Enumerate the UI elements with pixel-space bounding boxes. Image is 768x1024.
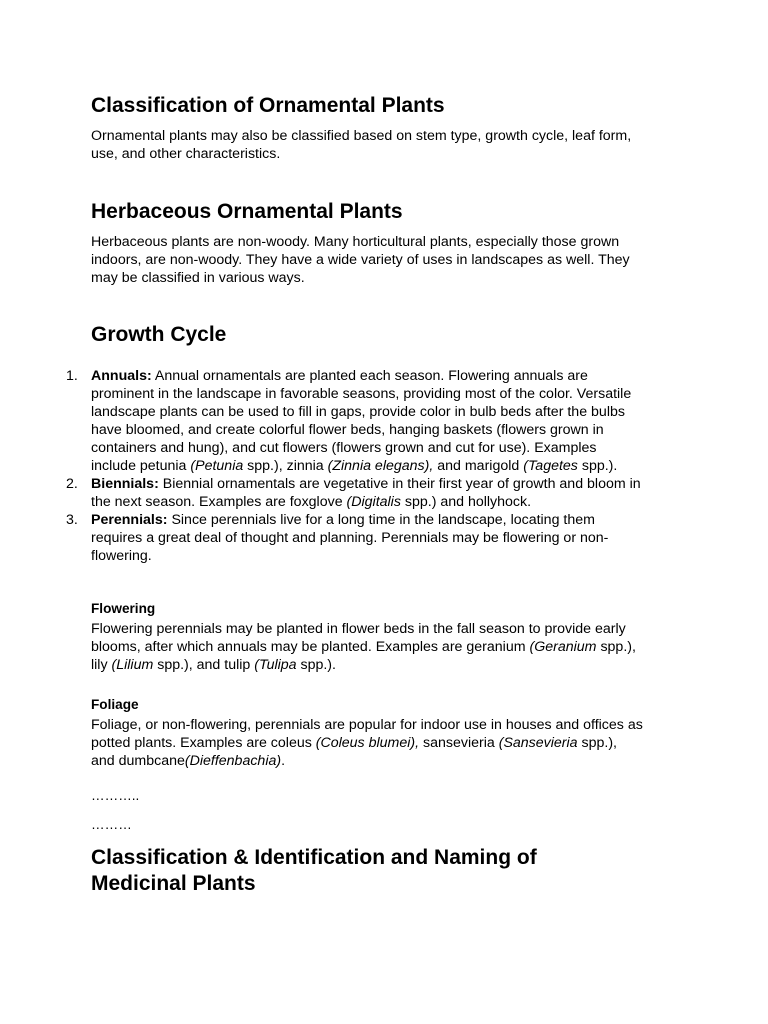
subheading-foliage: Foliage [91,697,139,712]
list-number: 1. [66,368,78,384]
species-name: (Tagetes [523,458,578,474]
species-name: (Petunia [190,458,244,474]
heading-line: Medicinal Plants [91,872,256,895]
text-line: flowering. [91,548,152,564]
species-name: (Coleus blumei), [315,735,420,752]
list-item-biennials [0,475,768,511]
text-segment: sansevieria [419,735,499,752]
species-name: (Zinnia elegans), [327,458,434,474]
text-line: Flowering perennials may be planted in flower beds in the fall season to provide early [91,621,626,637]
list-number: 3. [66,512,78,528]
text-segment: spp.), [596,639,636,656]
text-line: containers and hung), and cut flowers (flowers grown and cut for use). Examples [91,440,597,456]
text-line: landscape plants can be used to fill in gaps, provide color in bulb beds after the bulbs [91,404,625,420]
species-name: (Tulipa [254,657,297,674]
text-segment: Annual ornamentals are planted each season. Flowering annuals are [151,368,588,384]
list-item-annuals [0,367,768,475]
text-segment: Since perennials live for a long time in the landscape, locating them [167,512,595,528]
species-name: (Digitalis [346,494,401,510]
paragraph-foliage [91,716,691,770]
text-line: requires a great deal of thought and planning. Perennials may be flowering or non- [91,530,609,546]
heading-growth-cycle: Growth Cycle [91,323,227,346]
text-segment: the next season. Examples are foxglove [91,494,347,510]
paragraph-classification [91,127,691,163]
species-name: (Lilium [111,657,154,674]
text-line: Herbaceous plants are non-woody. Many horticultural plants, especially those grown [91,234,620,250]
paragraph-flowering [91,620,691,674]
paragraph-herbaceous [91,233,691,287]
text-line: use, and other characteristics. [91,146,281,163]
text-segment: Biennial ornamentals are vegetative in their first year of growth and bloom in [158,476,641,492]
text-segment: spp.) and hollyhock. [400,494,532,510]
term-annuals: Annuals: [91,368,152,384]
species-name: (Sansevieria [498,735,578,752]
text-segment: spp.), zinnia [243,458,328,474]
text-line: may be classified in various ways. [91,270,305,287]
text-segment: include petunia [91,458,191,474]
text-segment: blooms, after which annuals may be planted. Examples are geranium [91,639,530,656]
species-name: (Dieffenbachia) [184,753,282,770]
subheading-flowering: Flowering [91,601,156,616]
text-line: have bloomed, and create colorful flower beds, hanging baskets (flowers grown in [91,422,604,438]
text-line: indoors, are non-woody. They have a wide variety of uses in landscapes as well. They [91,252,630,269]
text-line: Foliage, or non-flowering, perennials are popular for indoor use in houses and offices as [91,717,643,733]
text-segment: and marigold [433,458,524,474]
species-name: (Geranium [529,639,597,656]
heading-line: Classification & Identification and Naming of [91,846,537,869]
ellipsis-line: ……… [91,817,132,832]
text-line: prominent in the landscape in favorable seasons, providing most of the color. Versatile [91,386,632,402]
list-item-perennials [0,511,768,565]
term-biennials: Biennials: [91,476,159,492]
text-segment: spp.), and tulip [153,657,255,674]
text-segment: spp.). [296,657,336,674]
heading-classification: Classification of Ornamental Plants [91,94,445,117]
text-segment: . [281,753,286,770]
ellipsis-line: ……….. [91,788,140,803]
text-line: Ornamental plants may also be classified based on stem type, growth cycle, leaf form, [91,128,632,144]
text-segment: potted plants. Examples are coleus [91,735,316,752]
growth-cycle-list [0,367,768,565]
heading-medicinal [91,845,537,897]
text-segment: spp.). [577,458,618,474]
heading-herbaceous: Herbaceous Ornamental Plants [91,200,403,223]
text-segment: spp.), [577,735,618,752]
text-segment: lily [91,657,112,674]
list-number: 2. [66,476,78,492]
term-perennials: Perennials: [91,512,168,528]
text-segment: and dumbcane [91,753,185,770]
